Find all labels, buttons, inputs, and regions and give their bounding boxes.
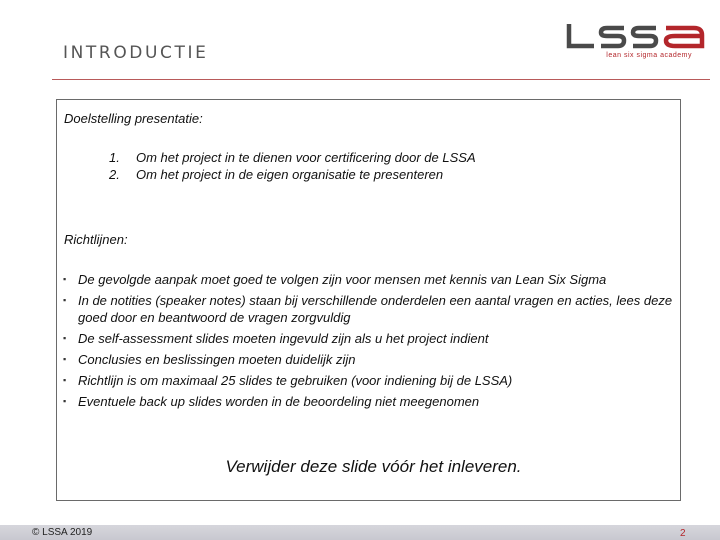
- list-item: [63, 271, 675, 288]
- bullet-icon: ▪: [63, 295, 67, 305]
- list-item: [63, 351, 675, 368]
- bullet-icon: ▪: [63, 354, 67, 364]
- objective-heading: Doelstelling presentatie:: [64, 111, 203, 126]
- list-item: [63, 330, 675, 347]
- bullet-icon: ▪: [63, 396, 67, 406]
- item-text: Om het project in de eigen organisatie te presenteren: [136, 167, 444, 182]
- item-text: In de notities (speaker notes) staan bij verschillende onderdelen een aantal vragen en acties, lees deze goed door en beantwoord de vragen zorgvuldig: [78, 293, 673, 325]
- bullet-icon: ▪: [63, 333, 67, 343]
- remove-slide-note: Verwijder deze slide vóór het inleveren.: [225, 457, 522, 476]
- page-number: 2: [680, 528, 686, 539]
- item-text: Conclusies en beslissingen moeten duidelijk zijn: [78, 352, 356, 367]
- content-box: [56, 99, 681, 501]
- footer-bar: [0, 525, 720, 540]
- list-item: [63, 393, 675, 410]
- lssa-logo-mark: [566, 22, 706, 50]
- title-divider: [52, 79, 710, 80]
- list-item: [109, 149, 476, 166]
- item-text: Om het project in te dienen voor certificering door de LSSA: [136, 150, 476, 165]
- item-text: De gevolgde aanpak moet goed te volgen zijn voor mensen met kennis van Lean Six Sigma: [78, 272, 607, 287]
- item-text: Richtlijn is om maximaal 25 slides te gebruiken (voor indiening bij de LSSA): [78, 373, 513, 388]
- list-item: [63, 372, 675, 389]
- bullet-icon: ▪: [63, 375, 67, 385]
- item-text: De self-assessment slides moeten ingevuld zijn als u het project indient: [78, 331, 489, 346]
- guidelines-list: [63, 271, 675, 414]
- logo-tagline: lean six sigma academy: [606, 52, 692, 59]
- copyright: © LSSA 2019: [32, 527, 93, 538]
- list-item: [63, 292, 675, 326]
- item-number: 1.: [109, 150, 120, 165]
- guidelines-heading: Richtlijnen:: [64, 232, 128, 247]
- item-text: Eventuele back up slides worden in de beoordeling niet meegenomen: [78, 394, 480, 409]
- lssa-logo: [566, 22, 706, 62]
- item-number: 2.: [109, 167, 120, 182]
- bullet-icon: ▪: [63, 274, 67, 284]
- slide-title: INTRODUCTIE: [63, 43, 209, 63]
- list-item: [109, 166, 476, 183]
- objective-list: [109, 149, 476, 183]
